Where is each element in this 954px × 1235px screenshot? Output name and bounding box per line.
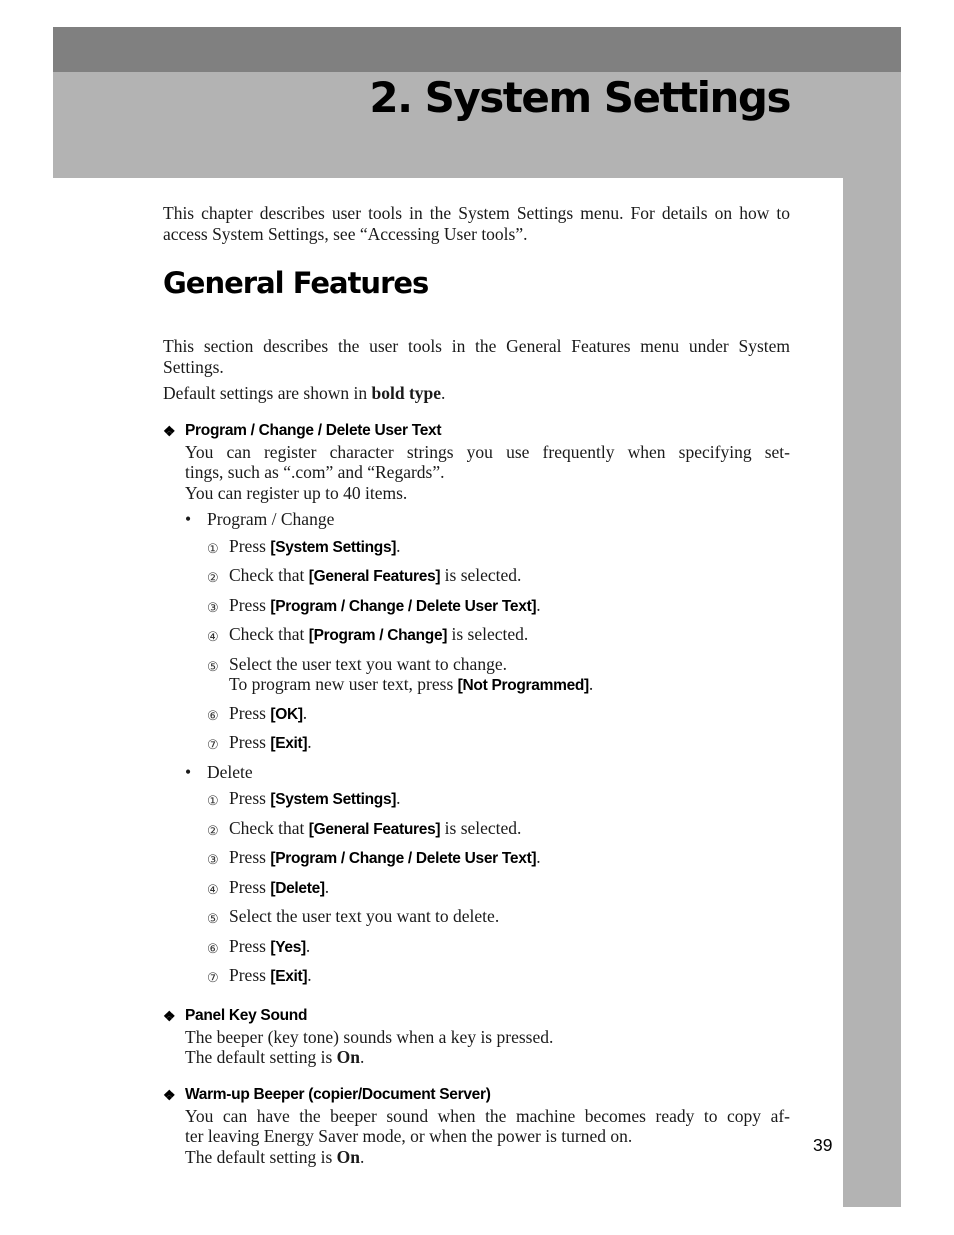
feature-title [163, 1005, 790, 1027]
step-text [229, 847, 541, 871]
step-text-post: . [324, 876, 330, 897]
default-note-prefix: Default settings are shown in [163, 383, 372, 403]
feature-text-line: You can register character strings you use frequently when specifying set- [185, 441, 790, 462]
feature-title-text: Panel Key Sound [185, 1006, 308, 1024]
default-suffix: . [360, 1146, 365, 1167]
feature-body [185, 1106, 790, 1168]
default-settings-note [163, 383, 790, 404]
key-label: [General Features] [308, 820, 441, 838]
feature-text-line: You can have the beeper sound when the machine becomes ready to copy af- [185, 1105, 790, 1126]
step-text-post: . [307, 732, 312, 752]
feature-text-line: The beeper (key tone) sounds when a key is pressed. [185, 1026, 554, 1047]
key-label: [OK] [270, 705, 303, 723]
step-text [229, 654, 593, 697]
step-text [229, 624, 528, 648]
list-item [207, 906, 790, 930]
default-setting-line [185, 1047, 790, 1068]
default-note-suffix: . [441, 383, 446, 403]
step-text-post: . [307, 965, 312, 985]
bullet-program-change [185, 509, 790, 530]
step-number: ③ [207, 599, 219, 615]
default-setting-line [185, 1147, 790, 1168]
step-text-pre: Check that [229, 817, 309, 838]
feature-text-line: ter leaving Energy Saver mode, or when the power is turned on. [185, 1126, 633, 1146]
step-number: ④ [207, 881, 219, 897]
step-text [229, 565, 521, 589]
chapter-intro: This chapter describes user tools in the System Settings menu. For details on how to access System Settings, see “Accessing User tools”. [163, 203, 790, 244]
section-description: This section describes the user tools in the General Features menu under System Settings. [163, 336, 790, 377]
step-text [229, 877, 329, 901]
step-text-post: . [536, 594, 541, 615]
step-number: ⑥ [207, 707, 219, 723]
feature-program-change-delete [163, 420, 790, 989]
step-text-post: . [396, 788, 401, 808]
list-item [207, 847, 790, 871]
key-label: [Program / Change / Delete User Text] [270, 597, 537, 615]
feature-body [185, 442, 790, 989]
step-text [229, 818, 521, 842]
default-prefix: The default setting is [185, 1047, 337, 1067]
step-text-post: . [302, 702, 308, 723]
step-text-pre: Check that [229, 565, 309, 585]
step-text-pre: Press [229, 594, 271, 615]
step-text-post: . [536, 847, 541, 867]
step-text-pre: Press [229, 965, 271, 985]
step-text [229, 936, 310, 960]
bullet-label: Program / Change [207, 509, 335, 529]
key-label: [General Features] [308, 568, 441, 585]
step-text-pre: Press [229, 788, 271, 808]
bullet-label: Delete [207, 761, 253, 782]
step-number: ④ [207, 629, 219, 644]
step-text-post: . [305, 935, 311, 956]
feature-title [163, 420, 790, 442]
bullet-dot-icon: • [185, 509, 192, 529]
diamond-bullet-icon: ❖ [163, 422, 176, 439]
step-number: ① [207, 540, 219, 556]
step-text [229, 732, 312, 756]
diamond-bullet-icon: ❖ [163, 1007, 176, 1024]
feature-title-text: Warm-up Beeper (copier/Document Server) [185, 1085, 491, 1103]
side-tab-strip [843, 178, 901, 1207]
list-item [207, 732, 790, 756]
header-top-strip [53, 27, 901, 72]
section-title: General Features [163, 266, 429, 300]
step-text-pre: Press [229, 702, 271, 723]
step-text-pre: Press [229, 935, 271, 956]
list-item [207, 624, 790, 648]
default-prefix: The default setting is [185, 1146, 337, 1167]
key-label: [Delete] [270, 879, 325, 897]
list-item [207, 565, 790, 589]
default-value: On [336, 1047, 360, 1067]
key-label: [Yes] [270, 938, 306, 956]
step-text [229, 595, 541, 619]
default-value: On [336, 1146, 360, 1167]
step-number: ⑦ [207, 737, 219, 752]
chapter-title: 2. System Settings [369, 73, 790, 122]
default-note-bold: bold type [371, 383, 442, 403]
feature-body [185, 1027, 790, 1068]
step-text-pre: Press [229, 876, 271, 897]
step-number: ① [207, 793, 219, 808]
list-item [207, 654, 790, 697]
step-text [229, 965, 312, 989]
step-text-post: is selected. [440, 817, 522, 838]
step-number: ② [207, 822, 219, 838]
list-item [207, 595, 790, 619]
feature-text-line: You can register up to 40 items. [185, 482, 408, 503]
step-text-post: . [588, 674, 594, 694]
list-item [207, 788, 790, 812]
step-text-pre: Select the user text you want to change. [229, 653, 507, 674]
feature-title [163, 1084, 790, 1106]
list-item [207, 818, 790, 842]
feature-title-text: Program / Change / Delete User Text [185, 421, 442, 439]
step-number: ③ [207, 852, 219, 867]
step-text-post: is selected. [447, 624, 529, 644]
step-text [229, 906, 499, 930]
feature-panel-key-sound [163, 1005, 790, 1068]
step-text-line2: To program new user text, press [229, 674, 458, 694]
step-number: ⑤ [207, 911, 219, 926]
key-label: [Exit] [270, 735, 308, 752]
step-number: ⑦ [207, 970, 219, 985]
page-content [163, 203, 790, 1167]
feature-warmup-beeper [163, 1084, 790, 1168]
key-label: [Not Programmed] [457, 677, 589, 694]
key-label: [Exit] [270, 968, 308, 985]
step-text-pre: Press [229, 535, 271, 556]
step-text-pre: Select the user text you want to delete. [229, 906, 500, 926]
step-text-pre: Press [229, 732, 271, 752]
delete-steps-list [207, 788, 790, 989]
step-text [229, 788, 401, 812]
bullet-delete [185, 762, 790, 783]
change-steps-list [207, 536, 790, 756]
list-item [207, 703, 790, 727]
step-text-post: . [396, 535, 401, 556]
step-text [229, 703, 307, 727]
step-text-post: is selected. [440, 565, 522, 585]
step-number: ⑤ [207, 658, 219, 674]
list-item [207, 965, 790, 989]
bullet-dot-icon: • [185, 761, 192, 782]
page-number: 39 [813, 1135, 833, 1155]
key-label: [System Settings] [270, 791, 397, 808]
feature-text-line: tings, such as “.com” and “Regards”. [185, 462, 445, 482]
key-label: [System Settings] [270, 538, 397, 556]
list-item [207, 536, 790, 560]
step-text-pre: Check that [229, 624, 309, 644]
list-item [207, 877, 790, 901]
diamond-bullet-icon: ❖ [163, 1086, 176, 1103]
default-suffix: . [360, 1047, 365, 1067]
list-item [207, 936, 790, 960]
key-label: [Program / Change / Delete User Text] [270, 850, 537, 867]
step-number: ② [207, 570, 219, 585]
step-text-pre: Press [229, 847, 271, 867]
step-text [229, 536, 401, 560]
key-label: [Program / Change] [308, 627, 448, 644]
step-number: ⑥ [207, 940, 219, 956]
